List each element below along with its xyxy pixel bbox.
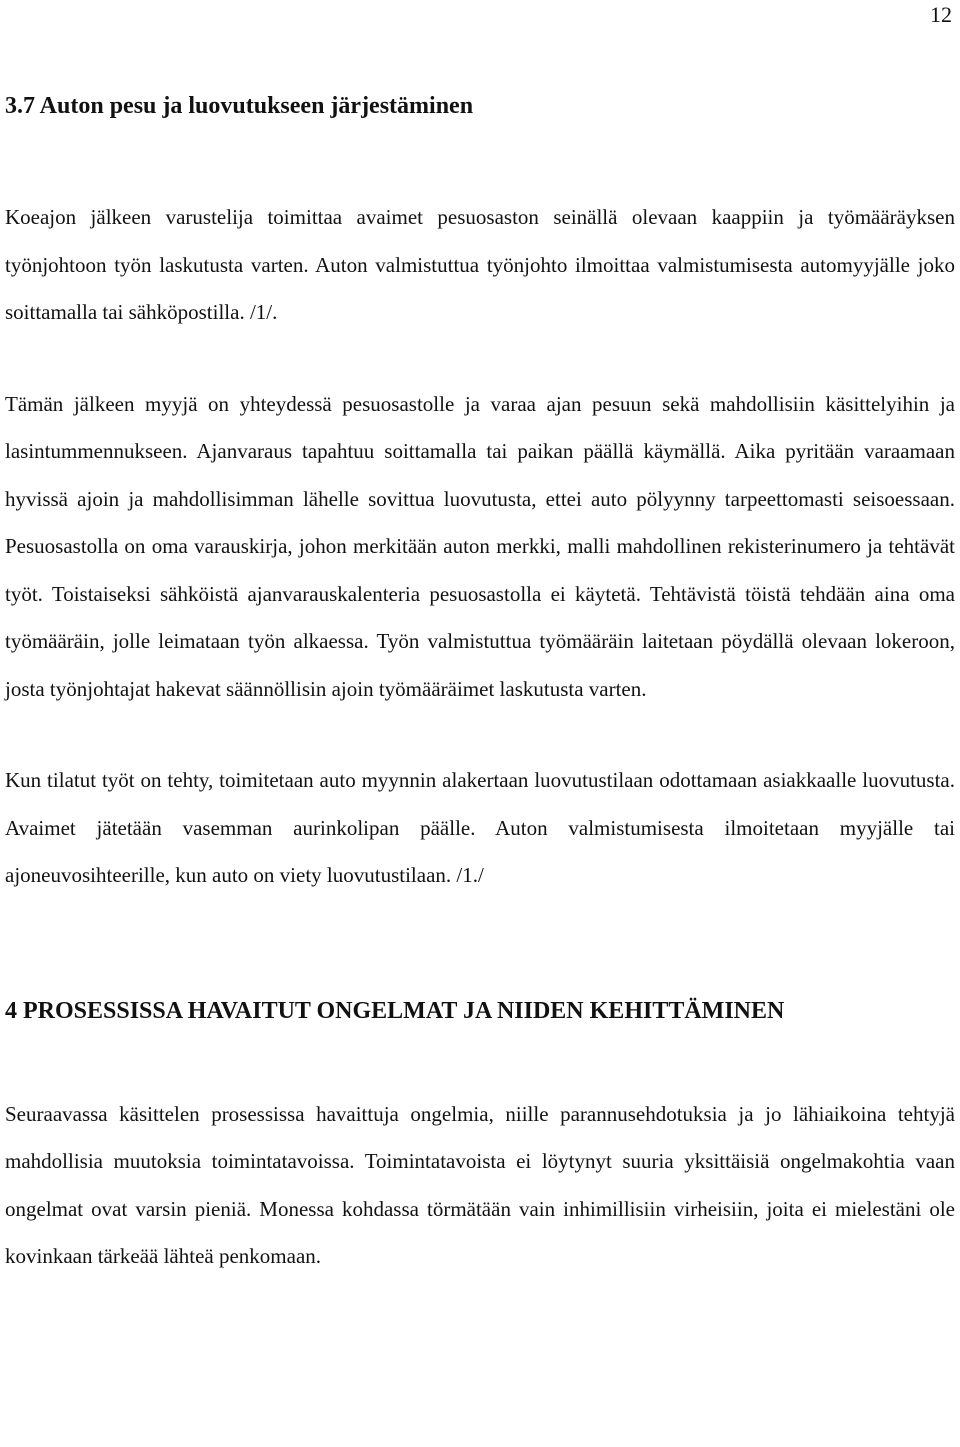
section-heading-3-7: 3.7 Auton pesu ja luovutukseen järjestäminen: [5, 93, 474, 119]
paragraph-handover: Kun tilatut työt on tehty, toimitetaan auto myynnin alakertaan luovutustilaan odottamaan asiakkaalle luovutusta. Avaimet jätetään vasemman aurinkolipan päälle. Auton valmistumisesta ilmoitetaan myyjälle tai ajoneuvosihteerille, kun auto on viety luovutustilaan. /1./: [5, 768, 955, 887]
page-number: 12: [930, 2, 952, 27]
paragraph-key-delivery: Koeajon jälkeen varustelija toimittaa avaimet pesuosaston seinällä olevaan kaappiin ja työmääräyksen työnjohtoon työn laskutusta varten. Auton valmistuttua työnjohto ilmoittaa valmistumisesta automyyjälle joko soittamalla tai sähköpostilla. /1/.: [5, 205, 955, 324]
paragraph-problems-intro: Seuraavassa käsittelen prosessissa havaittuja ongelmia, niille parannusehdotuksia ja jo lähiaikoina tehtyjä mahdollisia muutoksia toimintatavoissa. Toimintatavoista ei löytynyt suuria yksittäisiä ongelmakohtia vaan ongelmat ovat varsin pieniä. Monessa kohdassa törmätään vain inhimillisiin virheisiin, joita ei mielestäni ole kovinkaan tärkeää lähteä penkomaan.: [5, 1101, 955, 1268]
paragraph-wash-booking: Tämän jälkeen myyjä on yhteydessä pesuosastolle ja varaa ajan pesuun sekä mahdollisiin käsittelyihin ja lasintummennukseen. Ajanvaraus tapahtuu soittamalla tai paikan päällä käymällä. Aika pyritään varaamaan hyvissä ajoin ja mahdollisimman lähelle sovittua luovutusta, ettei auto pölyynny tarpeettomasti seisoessaan. Pesuosastolla on oma varauskirja, johon merkitään auton merkki, malli mahdollinen rekisterinumero ja tehtävät työt. Toistaiseksi sähköistä ajanvarauskalenteria pesuosastolla ei käytetä. Tehtävistä töistä tehdään aina oma työmääräin, jolle leimataan työn alkaessa. Työn valmistuttua työmääräin laitetaan pöydällä olevaan lokeroon, josta työnjohtajat hakevat säännöllisin ajoin työmääräimet laskutusta varten.: [5, 391, 955, 701]
document-body: [5, 88, 955, 1281]
chapter-heading-4: 4 PROSESSISSA HAVAITUT ONGELMAT JA NIIDEN KEHITTÄMINEN: [5, 997, 785, 1024]
